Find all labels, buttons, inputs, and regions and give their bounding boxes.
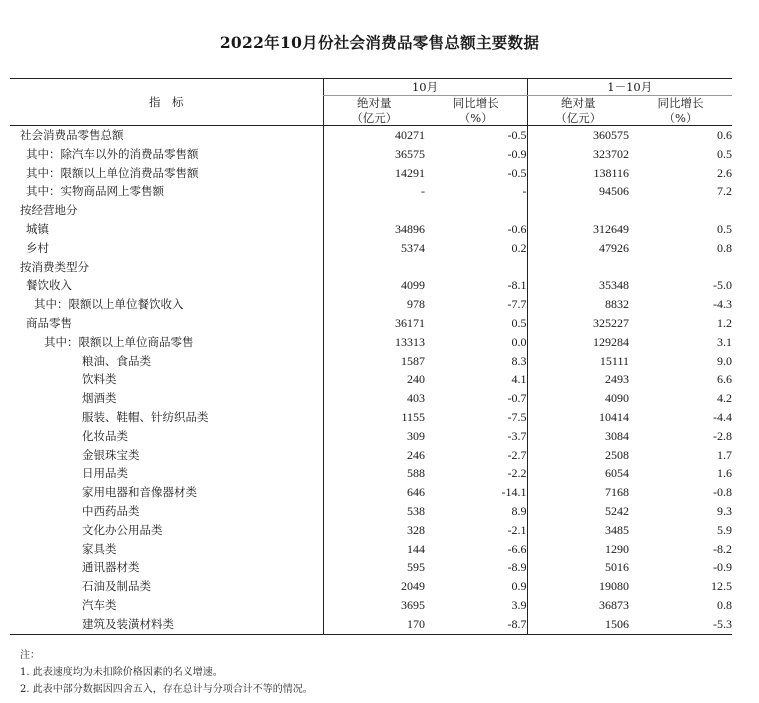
month-abs-cell: 1155 xyxy=(323,408,425,427)
row-label: 家具类 xyxy=(82,541,117,556)
cum-abs-cell: 5016 xyxy=(527,558,629,577)
month-abs-cell: 240 xyxy=(323,370,425,389)
cum-abs-cell: 2508 xyxy=(527,446,629,465)
month-abs-cell: - xyxy=(323,182,425,201)
cum-yoy-cell: 12.5 xyxy=(711,579,733,594)
month-yoy-cell: -0.6 xyxy=(507,221,527,236)
cum-yoy-cell: 7.2 xyxy=(717,184,733,199)
cum-abs-cell: 19080 xyxy=(527,577,629,596)
table-title: 2022年10月份社会消费品零售总额主要数据 xyxy=(219,33,540,52)
row-label: 其中：限额以上单位商品零售 xyxy=(44,334,194,349)
cum-abs-cell: 5242 xyxy=(527,502,629,521)
cum-yoy-unit: （%） xyxy=(629,111,732,126)
table-row xyxy=(10,276,732,295)
row-label: 汽车类 xyxy=(82,597,117,612)
month-yoy-cell: 3.9 xyxy=(511,597,527,612)
table-row xyxy=(10,201,732,220)
cum-abs-cell: 312649 xyxy=(527,220,629,239)
month-abs-cell: 403 xyxy=(323,389,425,408)
month-abs-cell: 170 xyxy=(323,615,425,634)
month-yoy-cell: 0.5 xyxy=(511,315,527,330)
month-yoy-cell: -8.7 xyxy=(425,615,527,634)
row-label: 其中：实物商品网上零售额 xyxy=(26,184,164,199)
cum-abs-cell: 129284 xyxy=(527,333,629,352)
cum-yoy-cell: 1.2 xyxy=(717,315,733,330)
row-label: 商品零售 xyxy=(26,315,72,330)
table-row xyxy=(10,540,732,559)
row-label: 按经营地分 xyxy=(20,203,78,218)
note-1: 1. 此表速度均为未扣除价格因素的名义增速。 xyxy=(20,667,223,678)
month-group-header: 10月 xyxy=(323,79,527,96)
table-row xyxy=(10,427,732,446)
cum-abs-cell: 15111 xyxy=(527,352,629,371)
cum-abs-cell: 36873 xyxy=(527,596,629,615)
table-row xyxy=(10,145,732,164)
table-header xyxy=(10,79,732,126)
cum-abs-cell: 7168 xyxy=(527,483,629,502)
row-label: 服装、鞋帽、针纺织品类 xyxy=(82,409,209,424)
cum-yoy-cell: -4.3 xyxy=(713,297,733,312)
cum-yoy-cell: -0.9 xyxy=(713,560,733,575)
table-body xyxy=(10,126,732,635)
cum-yoy-cell: 6.6 xyxy=(717,372,733,387)
retail-sales-table xyxy=(10,78,732,635)
month-abs-cell: 14291 xyxy=(323,164,425,183)
table-row xyxy=(10,389,732,408)
month-abs-cell: 309 xyxy=(323,427,425,446)
month-yoy-cell: -2.2 xyxy=(507,466,527,481)
cum-abs-unit: （亿元） xyxy=(527,111,629,126)
cum-yoy-cell: 5.9 xyxy=(717,522,733,537)
row-label: 家用电器和音像器材类 xyxy=(82,485,197,500)
cum-abs-header: 绝对量 xyxy=(527,96,629,112)
month-abs-cell: 1587 xyxy=(323,352,425,371)
month-yoy-cell: 8.3 xyxy=(511,353,527,368)
cum-yoy-cell: 4.2 xyxy=(717,391,733,406)
month-yoy-cell: 8.9 xyxy=(511,503,527,518)
month-yoy-cell: 0.2 xyxy=(511,240,527,255)
cum-abs-cell: 3084 xyxy=(527,427,629,446)
month-yoy-cell: -7.5 xyxy=(507,409,527,424)
cum-abs-cell: 4090 xyxy=(527,389,629,408)
row-label: 其中：除汽车以外的消费品零售额 xyxy=(26,146,199,161)
month-abs-cell: 36575 xyxy=(323,145,425,164)
cum-abs-cell: 3485 xyxy=(527,521,629,540)
table-row xyxy=(10,596,732,615)
month-yoy-cell xyxy=(425,258,527,277)
month-abs-cell: 13313 xyxy=(323,333,425,352)
row-label: 按消费类型分 xyxy=(20,259,89,274)
month-abs-header: 绝对量 xyxy=(323,96,425,112)
notes-heading: 注： xyxy=(20,650,40,661)
row-label: 金银珠宝类 xyxy=(82,447,140,462)
month-yoy-cell: 0.9 xyxy=(511,579,527,594)
table-row xyxy=(10,502,732,521)
month-abs-cell: 328 xyxy=(323,521,425,540)
month-abs-cell: 246 xyxy=(323,446,425,465)
month-abs-cell xyxy=(323,258,425,277)
cum-abs-cell: 35348 xyxy=(527,276,629,295)
month-abs-cell: 36171 xyxy=(323,314,425,333)
cum-abs-cell xyxy=(527,201,629,220)
cum-abs-cell: 47926 xyxy=(527,239,629,258)
month-yoy-cell xyxy=(425,201,527,220)
table-row xyxy=(10,521,732,540)
table-row xyxy=(10,370,732,389)
cum-yoy-cell: 0.8 xyxy=(717,240,733,255)
cum-yoy-cell: 0.8 xyxy=(717,597,733,612)
note-2: 2. 此表中部分数据因四舍五入，存在总计与分项合计不等的情况。 xyxy=(20,684,313,695)
cum-yoy-cell: -4.4 xyxy=(713,409,733,424)
row-label: 烟酒类 xyxy=(82,391,117,406)
table-row xyxy=(10,295,732,314)
row-label: 通讯器材类 xyxy=(82,560,140,575)
table-row xyxy=(10,615,732,634)
cum-yoy-cell: 9.0 xyxy=(717,353,733,368)
cum-abs-cell: 6054 xyxy=(527,464,629,483)
cum-abs-cell: 8832 xyxy=(527,295,629,314)
table-row xyxy=(10,408,732,427)
month-yoy-cell: -2.7 xyxy=(507,447,527,462)
cum-abs-cell: 325227 xyxy=(527,314,629,333)
cum-abs-cell: 94506 xyxy=(527,182,629,201)
cum-yoy-cell xyxy=(629,258,732,277)
month-abs-cell: 978 xyxy=(323,295,425,314)
month-abs-cell: 34896 xyxy=(323,220,425,239)
table-row xyxy=(10,258,732,277)
month-abs-cell: 40271 xyxy=(323,126,425,145)
row-label: 社会消费品零售总额 xyxy=(20,128,124,142)
footnotes xyxy=(20,647,313,698)
cum-yoy-cell: -5.3 xyxy=(629,615,732,634)
row-label: 化妆品类 xyxy=(82,428,128,443)
row-label: 其中：限额以上单位餐饮收入 xyxy=(34,297,184,312)
table-row xyxy=(10,220,732,239)
month-abs-cell: 2049 xyxy=(323,577,425,596)
cum-abs-cell xyxy=(527,258,629,277)
cum-yoy-cell: -2.8 xyxy=(713,428,733,443)
month-abs-cell: 144 xyxy=(323,540,425,559)
cum-yoy-cell xyxy=(629,201,732,220)
table-row xyxy=(10,239,732,258)
month-yoy-cell: -3.7 xyxy=(507,428,527,443)
month-abs-cell: 538 xyxy=(323,502,425,521)
cum-yoy-cell: 3.1 xyxy=(717,334,733,349)
month-yoy-cell: -6.6 xyxy=(507,541,527,556)
month-abs-cell: 595 xyxy=(323,558,425,577)
row-label: 乡村 xyxy=(26,240,49,255)
cum-abs-cell: 10414 xyxy=(527,408,629,427)
cum-yoy-cell: 9.3 xyxy=(717,503,733,518)
indicator-header: 指 标 xyxy=(10,79,323,126)
table-row xyxy=(10,577,732,596)
cum-yoy-cell: 1.7 xyxy=(717,447,733,462)
row-label: 中西药品类 xyxy=(82,503,140,518)
table-row xyxy=(10,558,732,577)
table-row xyxy=(10,126,732,145)
cum-abs-cell: 2493 xyxy=(527,370,629,389)
month-abs-unit: （亿元） xyxy=(323,111,425,126)
cum-yoy-cell: -0.8 xyxy=(713,485,733,500)
table-row xyxy=(10,446,732,465)
cum-yoy-cell: 0.5 xyxy=(717,146,733,161)
cum-abs-cell: 1290 xyxy=(527,540,629,559)
month-yoy-header: 同比增长 xyxy=(452,96,499,110)
month-abs-cell: 3695 xyxy=(323,596,425,615)
month-abs-cell: 4099 xyxy=(323,276,425,295)
table-row xyxy=(10,164,732,183)
cum-abs-cell: 138116 xyxy=(527,164,629,183)
row-label: 粮油、食品类 xyxy=(82,353,151,368)
month-yoy-cell: -8.9 xyxy=(507,560,527,575)
row-label: 其中：限额以上单位消费品零售额 xyxy=(26,165,199,180)
cum-yoy-header: 同比增长 xyxy=(657,96,704,110)
month-yoy-cell: 4.1 xyxy=(511,372,527,387)
month-yoy-cell: 0.0 xyxy=(511,334,527,349)
table-row xyxy=(10,314,732,333)
row-label: 文化办公用品类 xyxy=(82,522,163,537)
month-yoy-cell: -2.1 xyxy=(507,522,527,537)
month-yoy-cell: -7.7 xyxy=(507,297,527,312)
cum-abs-cell: 1506 xyxy=(527,615,629,634)
row-label: 城镇 xyxy=(26,221,49,236)
row-label: 饮料类 xyxy=(82,372,117,387)
cumulative-group-header: 1－10月 xyxy=(527,79,732,96)
table-row xyxy=(10,182,732,201)
table-row xyxy=(10,333,732,352)
month-abs-cell: 588 xyxy=(323,464,425,483)
row-label: 日用品类 xyxy=(82,466,128,481)
month-yoy-cell: -8.1 xyxy=(507,278,527,293)
month-yoy-cell: -0.5 xyxy=(507,165,527,180)
cum-yoy-cell: -5.0 xyxy=(713,278,733,293)
cum-yoy-cell: 1.6 xyxy=(717,466,733,481)
cum-abs-cell: 360575 xyxy=(527,126,629,145)
month-abs-cell: 646 xyxy=(323,483,425,502)
month-abs-cell xyxy=(323,201,425,220)
table-row xyxy=(10,464,732,483)
month-yoy-cell: -0.7 xyxy=(507,391,527,406)
table-row xyxy=(10,352,732,371)
month-yoy-cell: -0.9 xyxy=(507,146,527,161)
cum-yoy-cell: 2.6 xyxy=(717,165,733,180)
row-label: 建筑及装潢材料类 xyxy=(10,615,323,634)
table-row xyxy=(10,483,732,502)
row-label: 石油及制品类 xyxy=(82,579,151,594)
cum-yoy-cell: 0.5 xyxy=(717,221,733,236)
cum-yoy-cell: 0.6 xyxy=(717,128,733,142)
month-yoy-unit: （%） xyxy=(425,111,527,126)
month-abs-cell: 5374 xyxy=(323,239,425,258)
month-yoy-cell: - xyxy=(522,184,527,199)
row-label: 餐饮收入 xyxy=(26,278,72,293)
month-yoy-cell: -0.5 xyxy=(507,128,527,142)
cum-yoy-cell: -8.2 xyxy=(713,541,733,556)
cum-abs-cell: 323702 xyxy=(527,145,629,164)
month-yoy-cell: -14.1 xyxy=(501,485,527,500)
